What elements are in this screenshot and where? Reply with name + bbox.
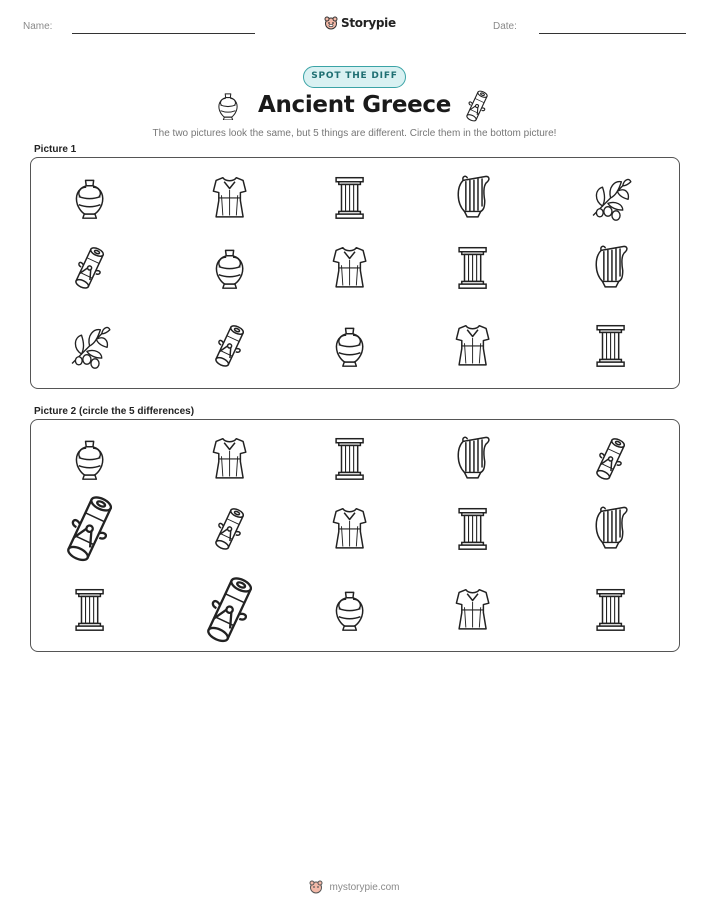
instructions: The two pictures look the same, but 5 things are different. Circle them in the bottom picture! <box>152 128 557 139</box>
lyre-icon[interactable] <box>589 506 632 552</box>
column-icon[interactable] <box>68 587 111 633</box>
lyre-icon <box>451 175 494 221</box>
amphora-icon[interactable] <box>328 587 371 633</box>
olive-branch-icon <box>589 175 632 221</box>
brand-logo <box>324 16 396 30</box>
scroll-icon <box>68 245 111 291</box>
olive-branch-icon <box>68 323 111 369</box>
scroll-icon[interactable] <box>208 506 251 552</box>
picture2-label: Picture 2 (circle the 5 differences) <box>34 406 195 417</box>
spot-the-diff-badge: SPOT THE DIFF <box>303 66 406 88</box>
column-icon[interactable] <box>328 436 371 482</box>
storypie-mascot-icon <box>324 16 338 30</box>
amphora-icon[interactable] <box>68 436 111 482</box>
amphora-icon <box>208 245 251 291</box>
page-title: Ancient Greece <box>257 92 452 118</box>
name-field[interactable] <box>72 33 255 34</box>
title-scroll-icon <box>464 90 490 127</box>
scroll-icon <box>208 323 251 369</box>
footer-url[interactable]: mystorypie.com <box>329 881 400 893</box>
lyre-icon <box>589 245 632 291</box>
column-icon[interactable] <box>589 587 632 633</box>
tunic-icon <box>451 323 494 369</box>
name-label: Name: <box>23 21 53 32</box>
column-icon <box>451 245 494 291</box>
amphora-icon <box>68 175 111 221</box>
amphora-icon <box>328 323 371 369</box>
column-icon[interactable] <box>451 506 494 552</box>
column-icon <box>328 175 371 221</box>
lyre-icon[interactable] <box>451 436 494 482</box>
header-row <box>0 18 709 38</box>
scroll-icon-large[interactable] <box>196 574 263 645</box>
tunic-icon[interactable] <box>328 506 371 552</box>
brand-name: Storypie <box>341 16 396 30</box>
scroll-icon-large[interactable] <box>56 493 123 564</box>
storypie-mascot-icon <box>309 880 323 894</box>
tunic-icon[interactable] <box>451 587 494 633</box>
tunic-icon <box>208 175 251 221</box>
tunic-icon <box>328 245 371 291</box>
tunic-icon[interactable] <box>208 436 251 482</box>
footer <box>0 880 709 894</box>
scroll-icon[interactable] <box>589 436 632 482</box>
date-label: Date: <box>493 21 517 32</box>
date-field[interactable] <box>539 33 686 34</box>
picture1-label: Picture 1 <box>34 144 77 155</box>
column-icon <box>589 323 632 369</box>
